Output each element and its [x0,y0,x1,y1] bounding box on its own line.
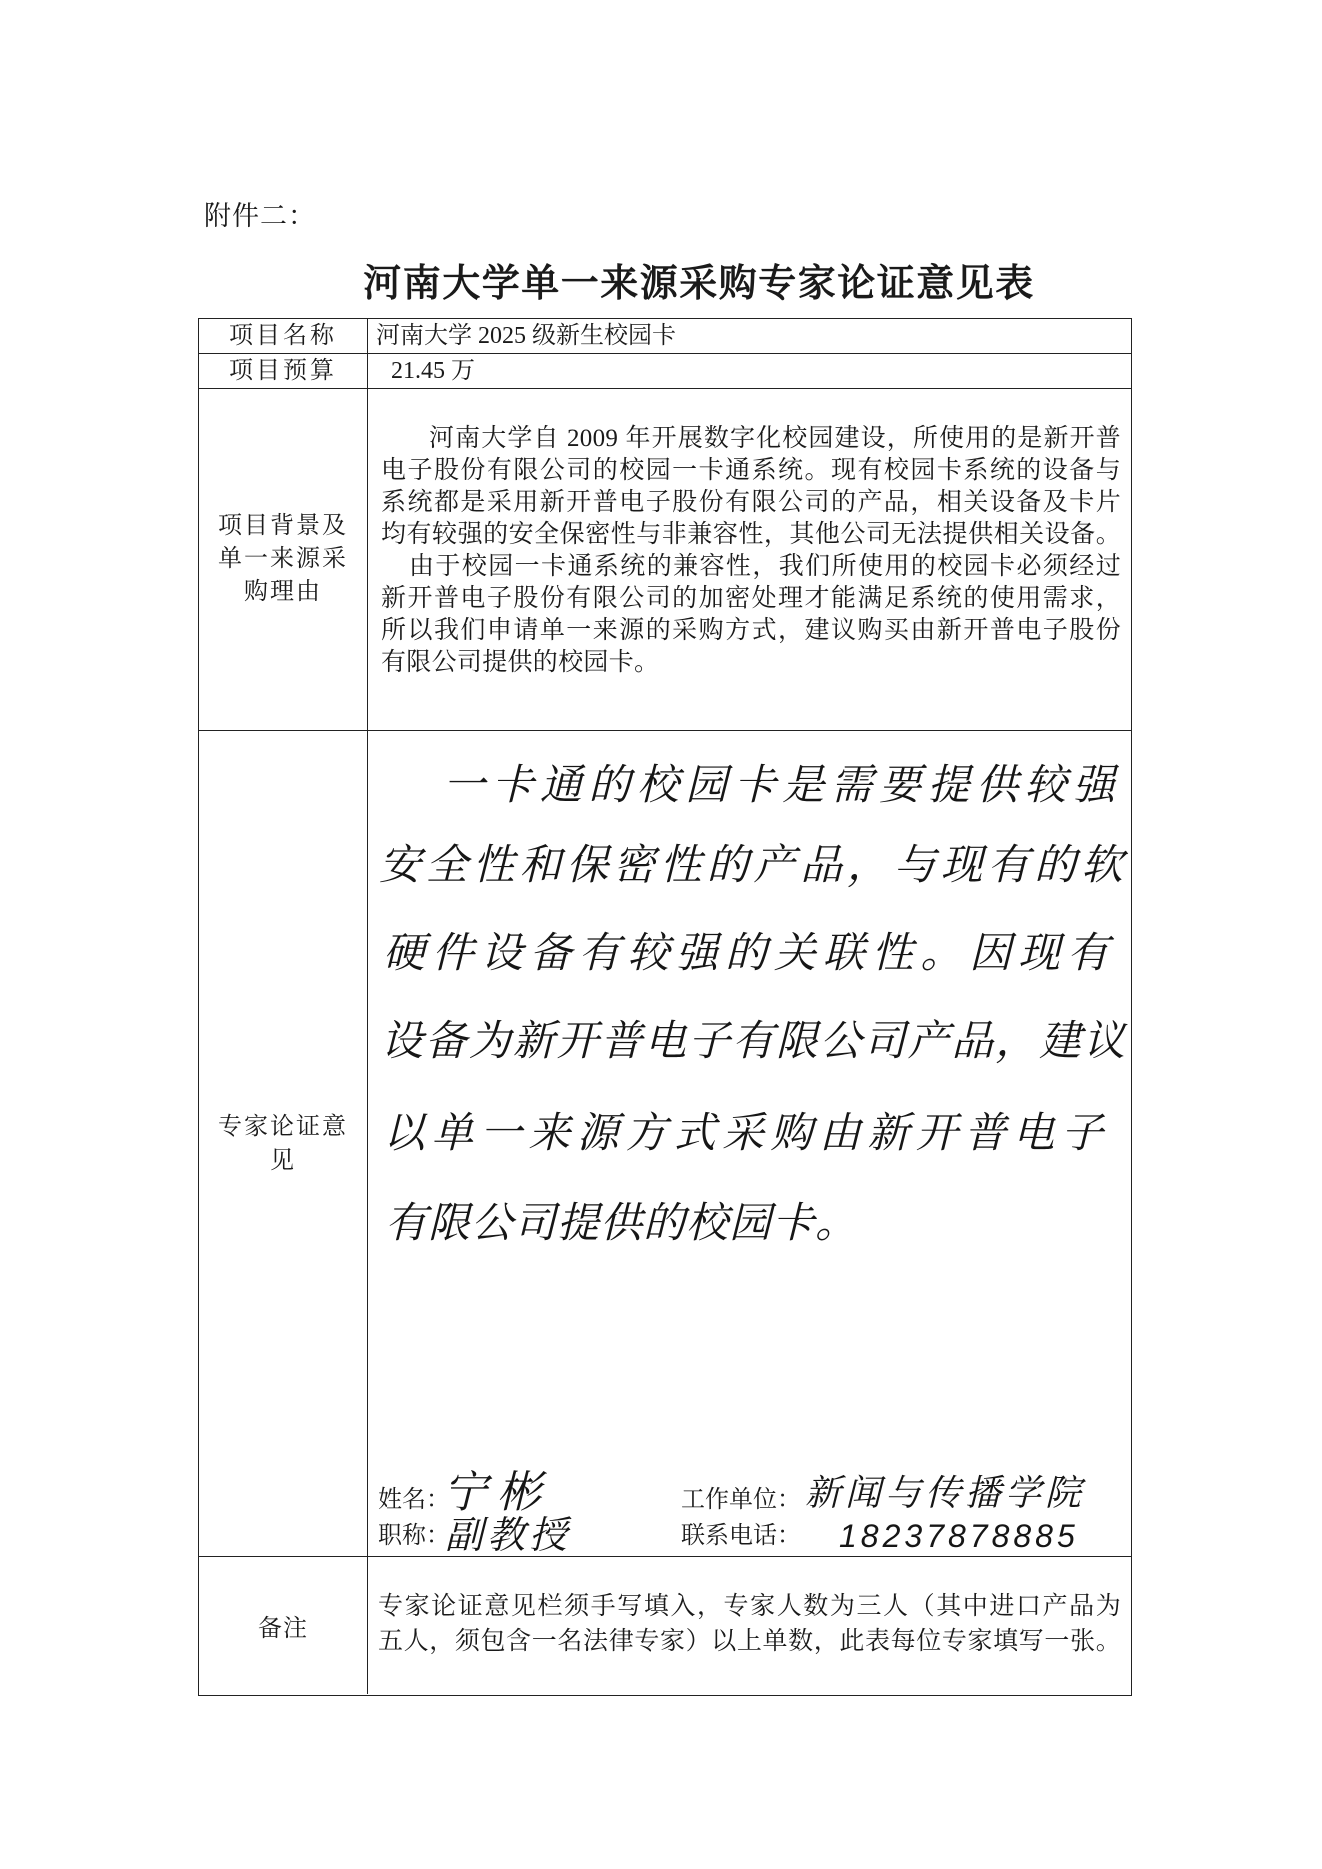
project-name-label [199,319,368,353]
handwritten-opinion-line: 安全性和保密性的产品，与现有的软 [379,841,1123,888]
expert-opinion-content [368,731,1131,1556]
row-background [199,389,1131,731]
background-text-line: 新开普电子股份有限公司的加密处理才能满足系统的使用需求， [381,585,1121,612]
expert-title-handwritten: 副教授 [445,1515,572,1557]
form-title: 河南大学单一来源采购专家论证意见表 [363,263,1035,305]
remarks-text-line: 五人，须包含一名法律专家）以上单数，此表每位专家填写一张。 [378,1628,1121,1655]
row-remarks [199,1557,1131,1694]
background-label-line: 项目背景及 [218,513,348,539]
remarks-text-line: 专家论证意见栏须手写填入，专家人数为三人（其中进口产品为 [378,1593,1121,1620]
row-budget [199,354,1131,389]
row-project-name [199,319,1131,354]
handwritten-opinion-line: 设备为新开普电子有限公司产品，建议 [381,1017,1125,1064]
row-expert-opinion [199,731,1131,1557]
background-text-line: 所以我们申请单一来源的采购方式，建议购买由新开普电子股份 [381,617,1121,644]
background-text-line: 由于校园一卡通系统的兼容性，我们所使用的校园卡必须经过 [409,553,1121,580]
background-text-line: 系统都是采用新开普电子股份有限公司的产品，相关设备及卡片 [381,489,1121,516]
background-text-line: 河南大学自 2009 年开展数字化校园建设，所使用的是新开普 [429,425,1121,452]
work-unit-handwritten: 新闻与传播学院 [805,1472,1086,1513]
expert-opinion-form-table [198,318,1132,1696]
project-name-label-text: 项目名称 [229,322,337,349]
background-label [199,389,368,730]
project-name-value [368,319,1131,353]
remarks-label-text: 备注 [258,1616,308,1642]
background-text [368,389,1131,730]
remarks-label [199,1557,368,1694]
budget-value-text: 21.45 万 [391,357,475,384]
expert-opinion-label [199,731,368,1556]
expert-opinion-label-line: 见 [270,1147,296,1174]
phone-handwritten: 18237878885 [839,1518,1079,1554]
handwritten-opinion-line: 硬件设备有较强的关联性。因现有 [383,929,1109,976]
background-text-line: 有限公司提供的校园卡。 [381,649,660,676]
budget-label [199,354,368,388]
handwritten-opinion-line: 以单一来源方式采购由新开普电子 [383,1109,1103,1156]
background-text-line: 均有较强的安全保密性与非兼容性，其他公司无法提供相关设备。 [381,521,1121,548]
background-label-line: 购理由 [244,579,322,605]
background-text-line: 电子股份有限公司的校园一卡通系统。现有校园卡系统的设备与 [381,457,1121,484]
background-label-line: 单一来源采 [218,546,348,572]
expert-name-label: 姓名： [378,1487,450,1513]
remarks-text [368,1557,1131,1694]
expert-title-label: 职称： [378,1523,450,1549]
expert-name-signature: 宁彬 [443,1468,551,1517]
budget-value [368,354,1131,388]
work-unit-label: 工作单位： [681,1487,801,1513]
handwritten-opinion-line: 一卡通的校园卡是需要提供较强 [443,761,1115,808]
handwritten-opinion-line: 有限公司提供的校园卡。 [385,1199,857,1246]
attachment-label: 附件二： [204,201,316,231]
budget-label-text: 项目预算 [229,357,337,384]
expert-opinion-label-line: 专家论证意 [218,1113,348,1140]
project-name-value-text: 河南大学 2025 级新生校园卡 [376,322,676,349]
phone-label: 联系电话： [681,1523,801,1549]
